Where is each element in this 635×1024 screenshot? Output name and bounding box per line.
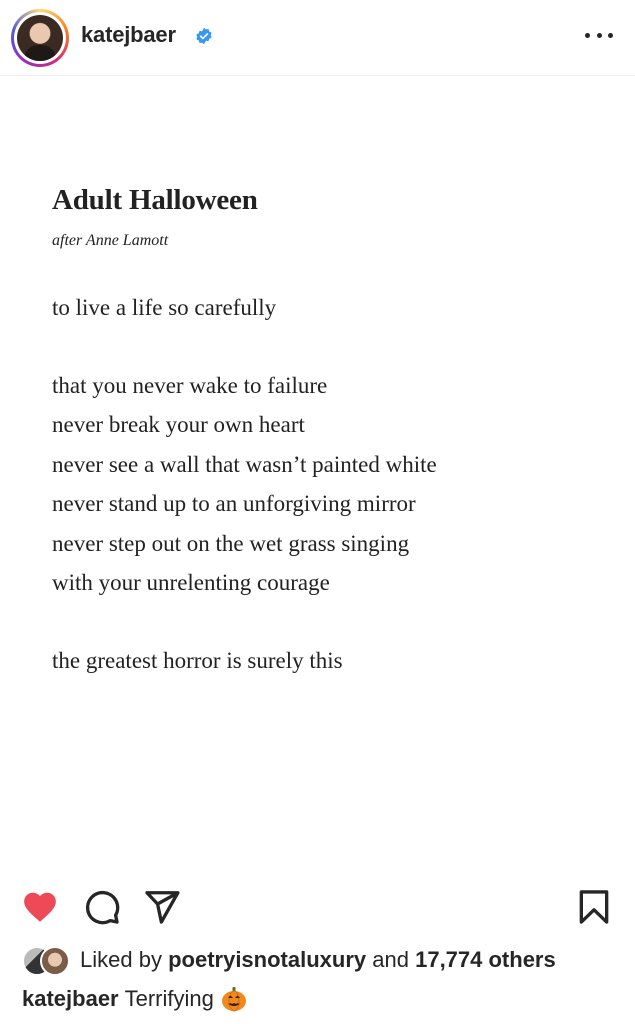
story-ring[interactable] bbox=[11, 9, 69, 67]
more-options-button[interactable] bbox=[585, 23, 613, 47]
poem-line: that you never wake to failure bbox=[52, 372, 328, 398]
caption-username[interactable]: katejbaer bbox=[22, 986, 119, 1011]
poem-line: never step out on the wet grass singing bbox=[52, 530, 410, 556]
poem-line: with your unrelenting courage bbox=[52, 570, 330, 595]
poem bbox=[52, 184, 592, 680]
dot bbox=[585, 33, 590, 38]
username[interactable]: katejbaer bbox=[81, 22, 176, 47]
post-image[interactable] bbox=[0, 77, 635, 877]
caption bbox=[22, 985, 248, 1013]
liker-username[interactable]: poetryisnotaluxury bbox=[168, 947, 367, 972]
bookmark-icon[interactable] bbox=[575, 888, 613, 926]
post-header bbox=[0, 0, 635, 76]
dot bbox=[597, 33, 602, 38]
avatar bbox=[40, 946, 70, 976]
caption-text: Terrifying bbox=[124, 986, 214, 1011]
stanza-2 bbox=[52, 366, 592, 603]
poem-line: never see a wall that wasn’t painted white bbox=[52, 451, 437, 477]
action-bar bbox=[0, 880, 635, 936]
likes-row[interactable] bbox=[22, 944, 556, 976]
poem-line: the greatest horror is surely this bbox=[52, 647, 343, 673]
others-count[interactable]: 17,774 others bbox=[415, 947, 556, 972]
comment-icon[interactable] bbox=[83, 888, 121, 926]
pumpkin-emoji-icon bbox=[220, 985, 248, 1013]
poem-line: never stand up to an unforgiving mirror bbox=[52, 491, 416, 516]
poem-title: Adult Halloween bbox=[52, 184, 258, 216]
avatar-gap bbox=[14, 12, 66, 64]
send-icon[interactable] bbox=[143, 888, 181, 926]
avatar[interactable] bbox=[17, 15, 63, 61]
heart-filled-icon[interactable] bbox=[21, 888, 59, 926]
verified-badge-icon bbox=[195, 27, 213, 45]
poem-line: to live a life so carefully bbox=[52, 295, 277, 320]
dot bbox=[608, 33, 613, 38]
poem-line: never break your own heart bbox=[52, 412, 305, 437]
stanza-3 bbox=[52, 641, 592, 681]
stanza-1 bbox=[52, 288, 592, 328]
and-label: and bbox=[372, 947, 409, 972]
poem-subtitle: after Anne Lamott bbox=[52, 232, 169, 249]
liker-avatars bbox=[22, 946, 72, 974]
liked-by-label: Liked by bbox=[80, 947, 162, 972]
